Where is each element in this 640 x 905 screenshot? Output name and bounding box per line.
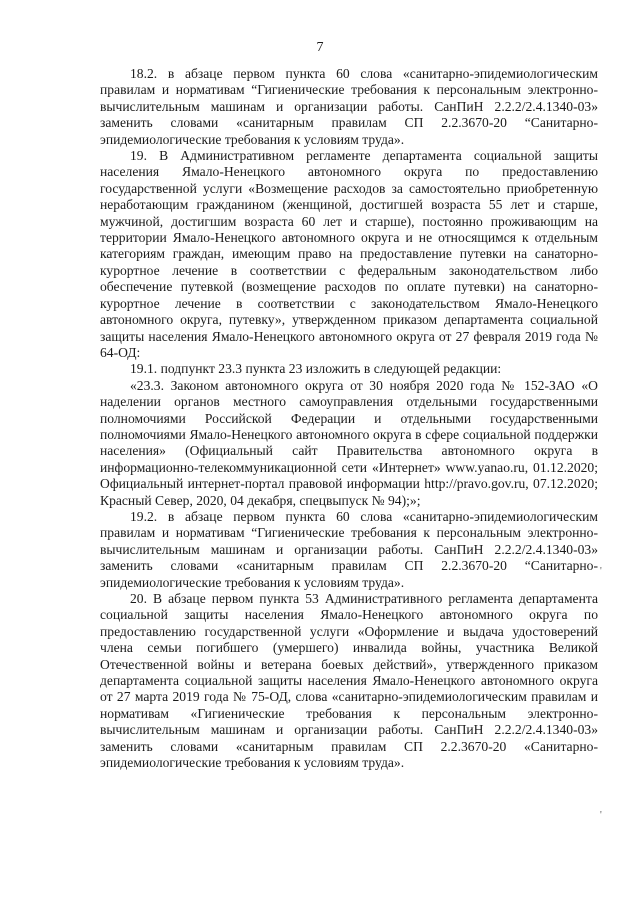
page-number: 7 [316, 40, 324, 55]
paragraph-18-2: 18.2. в абзаце первом пункта 60 слова «санитарно-эпидемиологическим правилам и нормативам “Гигиенические требования к персональным электронно-вычислительным машинам и организации работы. СанПиН 2.2.2/2.4.1340-03» заменить словами «санитарным правилам СП 2.2.3670-20 “Санитарно-эпидемиологические требования к условиям труда». [100, 66, 598, 147]
paragraph-19-2: 19.2. в абзаце первом пункта 60 слова «санитарно-эпидемиологическим правилам и нормативам “Гигиенические требования к персональным электронно-вычислительным машинам и организации работы. СанПиН 2.2.2/2.4.1340-03» заменить словами «санитарным правилам СП 2.2.3670-20 “Санитарно-эпидемиологические требования к условиям труда». [100, 508, 598, 590]
margin-tick-mark: ' [600, 566, 602, 577]
paragraph-23-3-quote: «23.3. Законом автономного округа от 30 ноября 2020 года № 152-ЗАО «О наделении органов местного самоуправления отдельными государственными полномочиями Российской Федерации и отдельными государственными полномочиями Ямало-Ненецкого автономного округа в сфере социальной поддержки населения» (Официальный сайт Правительства автономного округа в информационно-телекоммуникационной сети «Интернет» www.yanao.ru, 01.12.2020; Официальный интернет-портал правовой информации http://pravo.gov.ru, 07.12.2020; Красный Север, 2020, 04 декабря, спецвыпуск № 94);»; [100, 377, 598, 508]
margin-tick-mark: ' [600, 810, 602, 821]
paragraph-19-1: 19.1. подпункт 23.3 пункта 23 изложить в следующей редакции: [130, 361, 502, 377]
paragraph-19: 19. В Административном регламенте департамента социальной защиты населения Ямало-Ненецкого автономного округа по предоставлению государственной услуги «Возмещение расходов за самостоятельно приобретенную неработающим гражданином (женщиной, достигшей возраста 55 лет и старше, мужчиной, достигшим возраста 60 лет и старше), постоянно проживающим на территории Ямало-Ненецкого автономного округа и не относящимся к отдельным категориям граждан, имеющим право на предоставление путевки на санаторно-курортное лечение в соответствии с федеральным законодательством либо обеспечение путевкой (возмещение расходов по оплате путевки) на санаторно-курортное лечение в соответствии с законодательством Ямало-Ненецкого автономного округа, путевку», утвержденном приказом департамента социальной защиты населения Ямало-Ненецкого автономного округа от 27 февраля 2019 года № 64-ОД: [100, 148, 598, 360]
paragraph-20: 20. В абзаце первом пункта 53 Административного регламента департамента социальной защиты населения Ямало-Ненецкого автономного округа по предоставлению государственной услуги «Оформление и выдача удостоверений члена семьи погибшего (умершего) инвалида войны, участника Великой Отечественной войны и ветерана боевых действий», утвержденного приказом департамента социальной защиты населения Ямало-Ненецкого автономного округа от 27 марта 2019 года № 75-ОД, слова «санитарно-эпидемиологическим правилам и нормативам «Гигиенические требования к персональным электронно-вычислительным машинам и организации работы. СанПиН 2.2.2/2.4.1340-03» заменить словами «санитарным правилам СП 2.2.3670-20 «Санитарно-эпидемиологические требования к условиям труда». [100, 591, 598, 771]
document-body [100, 66, 598, 771]
